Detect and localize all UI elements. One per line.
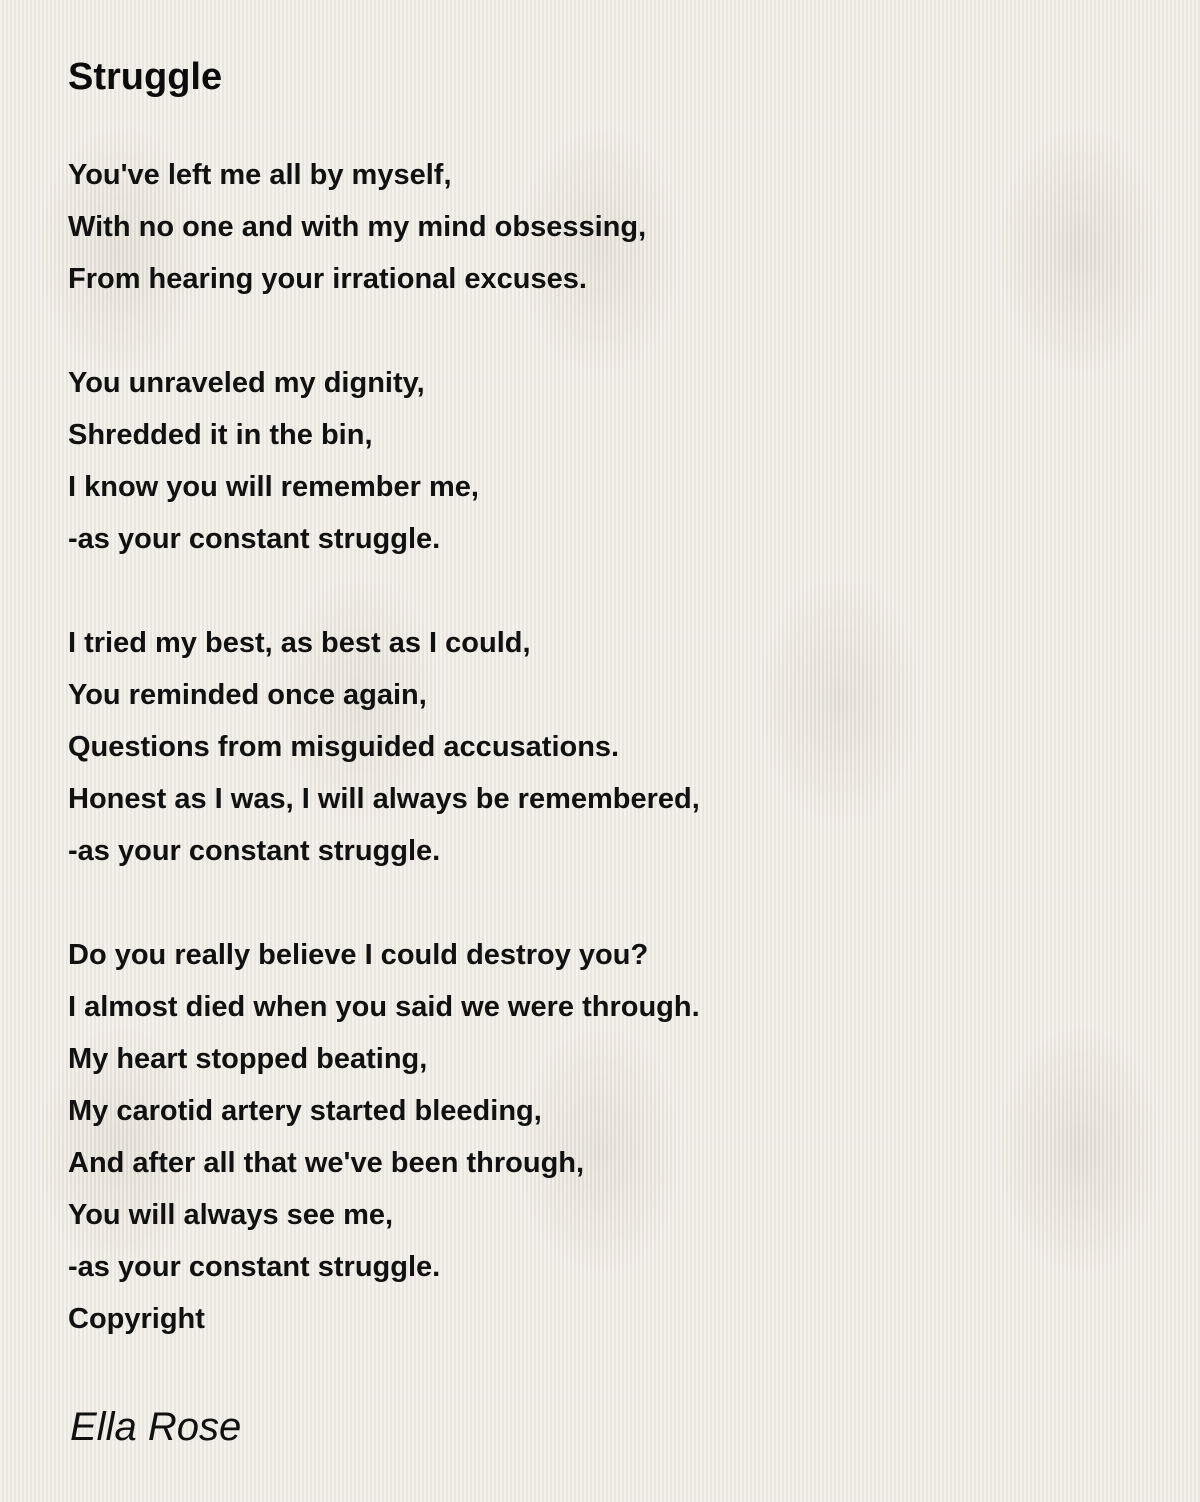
poem-line: Do you really believe I could destroy you?	[68, 939, 649, 971]
poem-line: You unraveled my dignity,	[68, 367, 425, 399]
poem-line: -as your constant struggle.	[68, 1251, 441, 1283]
copyright-line: Copyright	[68, 1303, 205, 1335]
poem-line: -as your constant struggle.	[68, 835, 441, 867]
poem-title: Struggle	[68, 56, 223, 98]
stanza-3	[68, 617, 700, 877]
poem-line: And after all that we've been through,	[68, 1147, 585, 1179]
poem-line: -as your constant struggle.	[68, 523, 441, 555]
poem-line: You reminded once again,	[68, 679, 427, 711]
poem-line: You've left me all by myself,	[68, 159, 452, 191]
poem-line: Shredded it in the bin,	[68, 419, 373, 451]
stanza-1	[68, 149, 700, 305]
poem-line: My carotid artery started bleeding,	[68, 1095, 542, 1127]
poem-line: I almost died when you said we were through.	[68, 991, 700, 1023]
poem-line: With no one and with my mind obsessing,	[68, 211, 647, 243]
poem-line: Questions from misguided accusations.	[68, 731, 620, 763]
poem-body	[68, 149, 700, 1397]
poem-line: You will always see me,	[68, 1199, 394, 1231]
poem-line: My heart stopped beating,	[68, 1043, 428, 1075]
stanza-4	[68, 929, 700, 1345]
poem-line: I know you will remember me,	[68, 471, 479, 503]
stanza-2	[68, 357, 700, 565]
poem-author: Ella Rose	[70, 1405, 242, 1449]
poem-line: I tried my best, as best as I could,	[68, 627, 531, 659]
poem-line: Honest as I was, I will always be remembered,	[68, 783, 700, 815]
poem-line: From hearing your irrational excuses.	[68, 263, 587, 295]
